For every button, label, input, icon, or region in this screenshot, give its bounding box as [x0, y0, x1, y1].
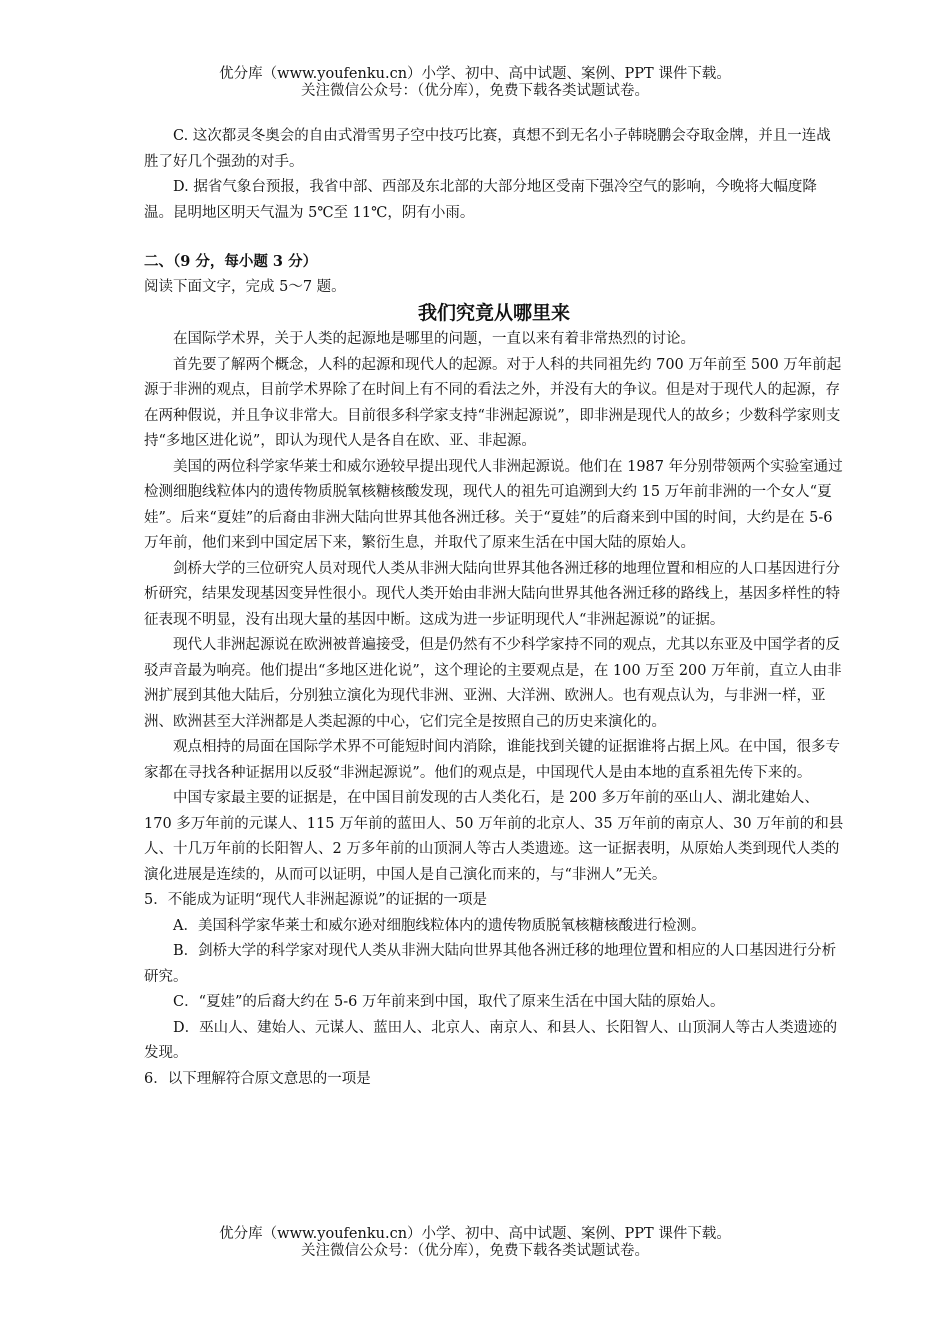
question-6-stem: 6．以下理解符合原文意思的一项是	[144, 1070, 371, 1087]
article-paragraph: 在国际学术界，关于人类的起源地是哪里的问题，一直以来有着非常热烈的讨论。	[173, 331, 695, 347]
article-paragraph: 美国的两位科学家华莱士和威尔逊较早提出现代人非洲起源说。他们在 1987 年分别带领两个实验室通过检测细胞线粒体内的遗传物质脱氧核糖核酸发现，现代人的祖先可追溯到大约 15 万年前非洲的一个女人“夏娃”。后来“夏娃”的后裔由非洲大陆向世界其他各洲迁移。关于“夏娃”的后裔来到中国的时间，大约是在 5-6 万年前，他们来到中国定居下来，繁衍生息，并取代了原来生活在中国大陆的原始人。	[144, 458, 843, 551]
question-5-option-c: C．“夏娃”的后裔大约在 5-6 万年前来到中国，取代了原来生活在中国大陆的原始人。	[173, 994, 725, 1010]
footer-line-2: 关注微信公众号：（优分库），免费下载各类试题试卷。	[301, 1243, 649, 1259]
prev-option-d: D. 据省气象台预报，我省中部、西部及东北部的大部分地区受南下强冷空气的影响，今晚将大幅度降温。昆明地区明天气温为 5℃至 11℃，阴有小雨。	[144, 179, 817, 221]
question-5-option-d: D．巫山人、建始人、元谋人、蓝田人、北京人、南京人、和县人、长阳智人、山顶洞人等古人类遗迹的发现。	[144, 1019, 838, 1061]
section-heading: 二、（9 分，每小题 3 分）	[144, 253, 318, 270]
prev-option-c: C. 这次都灵冬奥会的自由式滑雪男子空中技巧比赛，真想不到无名小子韩晓鹏会夺取金牌，并且一连战胜了好几个强劲的对手。	[144, 128, 831, 170]
question-5-stem: 5．不能成为证明“现代人非洲起源说”的证据的一项是	[144, 892, 488, 908]
article-paragraph: 剑桥大学的三位研究人员对现代人类从非洲大陆向世界其他各洲迁移的地理位置和相应的人口基因进行分析研究，结果发现基因变异性很小。现代人类开始由非洲大陆向世界其他各洲迁移的路线上，基因多样性的特征表现不明显，没有出现大量的基因中断。这成为进一步证明现代人“非洲起源说”的证据。	[144, 560, 840, 628]
header-line-1: 优分库（www.youfenku.cn）小学、初中、高中试题、案例、PPT 课件下载。	[219, 66, 731, 82]
document-body	[144, 124, 844, 1092]
section-instruction: 阅读下面文字，完成 5～7 题。	[144, 278, 346, 295]
header-line-2: 关注微信公众号：（优分库），免费下载各类试题试卷。	[301, 83, 649, 99]
article-paragraph: 现代人非洲起源说在欧洲被普遍接受，但是仍然有不少科学家持不同的观点，尤其以东亚及中国学者的反驳声音最为响亮。他们提出“多地区进化说”，这个理论的主要观点是，在 100 万至 200 万年前，直立人由非洲扩展到其他大陆后，分别独立演化为现代非洲、亚洲、大洋洲、欧洲人。也有观点认为，与非洲一样，亚洲、欧洲甚至大洋洲都是人类起源的中心，它们完全是按照自己的历史来演化的。	[144, 637, 842, 730]
article-paragraph: 首先要了解两个概念，人科的起源和现代人的起源。对于人科的共同祖先约 700 万年前至 500 万年前起源于非洲的观点，目前学术界除了在时间上有不同的看法之外，并没有大的争议。但是对于现代人的起源，存在两种假说，并且争议非常大。目前很多科学家支持“非洲起源说”，即非洲是现代人的故乡；少数科学家则支持“多地区进化说”，即认为现代人是各自在欧、亚、非起源。	[144, 356, 842, 449]
question-5-option-b: B．剑桥大学的科学家对现代人类从非洲大陆向世界其他各洲迁移的地理位置和相应的人口基因进行分析研究。	[144, 943, 837, 985]
page-footer	[0, 1226, 950, 1260]
article-title: 我们究竟从哪里来	[417, 302, 570, 324]
article-paragraph: 观点相持的局面在国际学术界不可能短时间内消除，谁能找到关键的证据谁将占据上风。在中国，很多专家都在寻找各种证据用以反驳“非洲起源说”。他们的观点是，中国现代人是由本地的直系祖先传下来的。	[144, 739, 840, 781]
footer-line-1: 优分库（www.youfenku.cn）小学、初中、高中试题、案例、PPT 课件下载。	[219, 1226, 731, 1242]
question-5-option-a: A．美国科学家华莱士和威尔逊对细胞线粒体内的遗传物质脱氧核糖核酸进行检测。	[173, 917, 706, 934]
article-paragraph: 中国专家最主要的证据是，在中国目前发现的古人类化石，是 200 多万年前的巫山人、湖北建始人、170 多万年前的元谋人、115 万年前的蓝田人、50 万年前的北京人、35 万年前的南京人、30 万年前的和县人、十几万年前的长阳智人、2 万多年前的山顶洞人等古人类遗迹。这一证据表明，从原始人类到现代人类的演化进展是连续的，从而可以证明，中国人是自己演化而来的，与“非洲人”无关。	[144, 790, 844, 883]
page-header	[0, 66, 950, 100]
